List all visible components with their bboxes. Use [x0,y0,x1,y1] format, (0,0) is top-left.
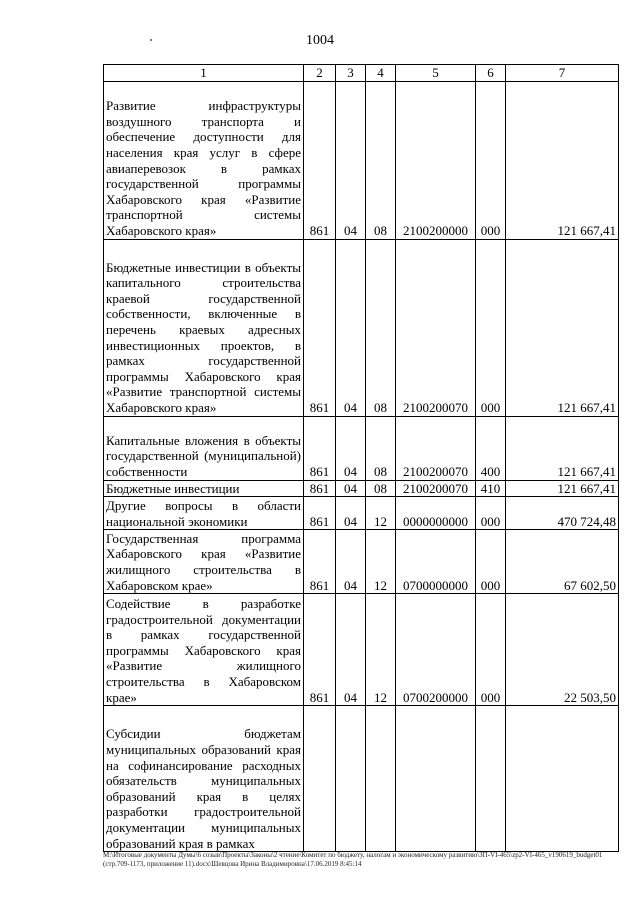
row-name: Капитальные вложения в объекты государственной (муниципальной) собственности [104,416,304,480]
cell-target-article: 2100200070 [396,239,476,416]
cell-amount: 121 667,41 [506,81,619,239]
cell-ministry-code: 861 [304,480,336,497]
header-row [104,65,619,82]
cell-expense-type: 000 [476,530,506,594]
cell-expense-type: 000 [476,81,506,239]
table-row [104,497,619,530]
cell-subsection: 08 [366,81,396,239]
cell-section: 04 [336,239,366,416]
table-row [104,594,619,706]
cell-amount: 67 602,50 [506,530,619,594]
cell-section: 04 [336,497,366,530]
cell-amount [506,706,619,852]
scan-dot [150,39,152,41]
table-row [104,81,619,239]
cell-section: 04 [336,81,366,239]
cell-target-article: 2100200070 [396,480,476,497]
cell-subsection: 08 [366,416,396,480]
cell-section: 04 [336,594,366,706]
row-name: Содействие в разработке градостроительной документации в рамках государственной программы Хабаровского края «Развитие жилищного строительства в Хабаровском крае» [104,594,304,706]
table-row [104,480,619,497]
footer-file-path: М:\Итоговые документы Думы\6 созыв\Проекты\Законы\2 чтение\Комитет по бюджету, налогам и экономическому развитию\ЗП-VI-465\zp2-VI-465_v190619_budget01 (стр.709-1173, приложение 11).docx\Шевцова Ирина Владимировна\17.06.2019 8:45:14 [103,851,603,868]
cell-expense-type: 410 [476,480,506,497]
page-number: 1004 [306,33,334,48]
cell-amount: 121 667,41 [506,239,619,416]
cell-expense-type [476,706,506,852]
cell-expense-type: 000 [476,594,506,706]
cell-target-article: 2100200000 [396,81,476,239]
cell-ministry-code: 861 [304,81,336,239]
row-name: Субсидии бюджетам муниципальных образований края на софинансирование расходных обязательств муниципальных образований края в целях разработки градостроительной документации муниципальных образований края в рамках [104,706,304,852]
cell-section: 04 [336,416,366,480]
cell-subsection: 12 [366,530,396,594]
header-cell: 6 [476,65,506,82]
cell-subsection: 12 [366,594,396,706]
cell-ministry-code [304,706,336,852]
header-cell: 5 [396,65,476,82]
table-row [104,530,619,594]
header-cell: 3 [336,65,366,82]
cell-subsection: 08 [366,480,396,497]
cell-ministry-code: 861 [304,497,336,530]
budget-table [103,64,619,852]
cell-amount: 470 724,48 [506,497,619,530]
table-row [104,239,619,416]
header-cell: 1 [104,65,304,82]
cell-target-article [396,706,476,852]
cell-ministry-code: 861 [304,530,336,594]
table-row [104,416,619,480]
header-cell: 2 [304,65,336,82]
header-cell: 4 [366,65,396,82]
cell-subsection [366,706,396,852]
cell-ministry-code: 861 [304,239,336,416]
cell-amount: 22 503,50 [506,594,619,706]
cell-target-article: 0700000000 [396,530,476,594]
cell-expense-type: 000 [476,497,506,530]
cell-subsection: 08 [366,239,396,416]
table-row [104,706,619,852]
cell-section: 04 [336,530,366,594]
cell-ministry-code: 861 [304,416,336,480]
header-cell: 7 [506,65,619,82]
cell-section [336,706,366,852]
cell-target-article: 0000000000 [396,497,476,530]
cell-amount: 121 667,41 [506,416,619,480]
cell-target-article: 0700200000 [396,594,476,706]
row-name: Государственная программа Хабаровского края «Развитие жилищного строительства в Хабаровском крае» [104,530,304,594]
cell-expense-type: 400 [476,416,506,480]
cell-subsection: 12 [366,497,396,530]
cell-amount: 121 667,41 [506,480,619,497]
row-name: Бюджетные инвестиции [104,480,304,497]
cell-expense-type: 000 [476,239,506,416]
cell-section: 04 [336,480,366,497]
row-name: Бюджетные инвестиции в объекты капитального строительства краевой государственной собственности, включенные в перечень краевых адресных инвестиционных проектов, в рамках государственной программы Хабаровского края «Развитие транспортной системы Хабаровского края» [104,239,304,416]
row-name: Другие вопросы в области национальной экономики [104,497,304,530]
cell-target-article: 2100200070 [396,416,476,480]
row-name: Развитие инфраструктуры воздушного транспорта и обеспечение доступности для населения края услуг в сфере авиаперевозок в рамках государственной программы Хабаровского края «Развитие транспортной системы Хабаровского края» [104,81,304,239]
cell-ministry-code: 861 [304,594,336,706]
